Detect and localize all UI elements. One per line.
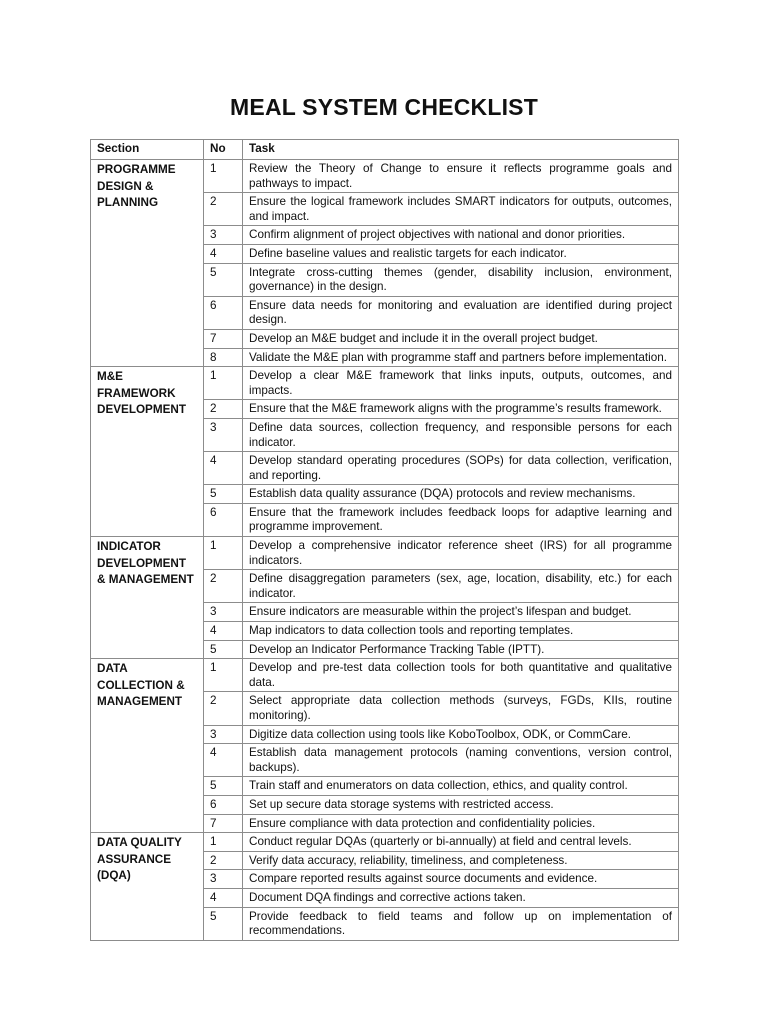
task-number: 1 — [204, 537, 243, 570]
table-row — [91, 833, 679, 852]
task-number: 2 — [204, 570, 243, 603]
task-text: Define data sources, collection frequency, and responsible persons for each indicator. — [243, 418, 679, 451]
task-text: Map indicators to data collection tools and reporting templates. — [243, 622, 679, 641]
task-number: 5 — [204, 485, 243, 504]
task-number: 6 — [204, 296, 243, 329]
task-text: Provide feedback to field teams and follow up on implementation of recommendations. — [243, 907, 679, 940]
task-number: 2 — [204, 193, 243, 226]
task-text: Ensure indicators are measurable within the project’s lifespan and budget. — [243, 603, 679, 622]
task-number: 3 — [204, 603, 243, 622]
task-number: 4 — [204, 244, 243, 263]
task-text: Conduct regular DQAs (quarterly or bi-annually) at field and central levels. — [243, 833, 679, 852]
table-row — [91, 160, 679, 193]
task-text: Establish data management protocols (naming conventions, version control, backups). — [243, 744, 679, 777]
task-number: 7 — [204, 814, 243, 833]
task-text: Ensure that the framework includes feedback loops for adaptive learning and programme improvement. — [243, 503, 679, 536]
section-name: DATA QUALITY ASSURANCE (DQA) — [91, 833, 204, 941]
task-number: 1 — [204, 367, 243, 400]
task-number: 6 — [204, 503, 243, 536]
task-text: Establish data quality assurance (DQA) protocols and review mechanisms. — [243, 485, 679, 504]
task-number: 1 — [204, 659, 243, 692]
task-text: Verify data accuracy, reliability, timeliness, and completeness. — [243, 851, 679, 870]
task-number: 3 — [204, 418, 243, 451]
section-name: INDICATOR DEVELOPMENT & MANAGEMENT — [91, 537, 204, 659]
task-text: Set up secure data storage systems with restricted access. — [243, 795, 679, 814]
task-number: 3 — [204, 226, 243, 245]
task-text: Document DQA findings and corrective actions taken. — [243, 888, 679, 907]
task-text: Ensure that the M&E framework aligns with the programme’s results framework. — [243, 400, 679, 419]
task-text: Develop standard operating procedures (SOPs) for data collection, verification, and reporting. — [243, 452, 679, 485]
task-number: 7 — [204, 329, 243, 348]
task-text: Compare reported results against source documents and evidence. — [243, 870, 679, 889]
task-text: Develop a clear M&E framework that links inputs, outputs, outcomes, and impacts. — [243, 367, 679, 400]
task-number: 6 — [204, 795, 243, 814]
section-name: PROGRAMME DESIGN & PLANNING — [91, 160, 204, 367]
task-text: Develop an M&E budget and include it in the overall project budget. — [243, 329, 679, 348]
page-title: MEAL SYSTEM CHECKLIST — [230, 94, 538, 120]
task-number: 4 — [204, 744, 243, 777]
section-name: M&E FRAMEWORK DEVELOPMENT — [91, 367, 204, 537]
task-text: Define disaggregation parameters (sex, age, location, disability, etc.) for each indicator. — [243, 570, 679, 603]
table-row — [91, 537, 679, 570]
task-number: 2 — [204, 692, 243, 725]
task-text: Ensure the logical framework includes SMART indicators for outputs, outcomes, and impact. — [243, 193, 679, 226]
task-text: Develop an Indicator Performance Tracking Table (IPTT). — [243, 640, 679, 659]
task-number: 5 — [204, 640, 243, 659]
table-row — [91, 367, 679, 400]
task-text: Select appropriate data collection methods (surveys, FGDs, KIIs, routine monitoring). — [243, 692, 679, 725]
section-name: DATA COLLECTION & MANAGEMENT — [91, 659, 204, 833]
task-text: Digitize data collection using tools like KoboToolbox, ODK, or CommCare. — [243, 725, 679, 744]
task-number: 5 — [204, 263, 243, 296]
task-number: 4 — [204, 452, 243, 485]
table-row — [91, 659, 679, 692]
task-text: Confirm alignment of project objectives with national and donor priorities. — [243, 226, 679, 245]
task-number: 3 — [204, 725, 243, 744]
task-text: Integrate cross-cutting themes (gender, disability inclusion, environment, governance) in the design. — [243, 263, 679, 296]
task-text: Ensure data needs for monitoring and evaluation are identified during project design. — [243, 296, 679, 329]
task-number: 5 — [204, 907, 243, 940]
task-text: Ensure compliance with data protection and confidentiality policies. — [243, 814, 679, 833]
task-text: Validate the M&E plan with programme staff and partners before implementation. — [243, 348, 679, 367]
header-task: Task — [243, 140, 679, 160]
task-number: 2 — [204, 851, 243, 870]
task-text: Train staff and enumerators on data collection, ethics, and quality control. — [243, 777, 679, 796]
header-no: No — [204, 140, 243, 160]
task-number: 3 — [204, 870, 243, 889]
task-text: Develop a comprehensive indicator reference sheet (IRS) for all programme indicators. — [243, 537, 679, 570]
task-text: Define baseline values and realistic targets for each indicator. — [243, 244, 679, 263]
task-number: 4 — [204, 888, 243, 907]
task-number: 2 — [204, 400, 243, 419]
task-number: 1 — [204, 160, 243, 193]
header-section: Section — [91, 140, 204, 160]
task-text: Review the Theory of Change to ensure it reflects programme goals and pathways to impact. — [243, 160, 679, 193]
task-number: 5 — [204, 777, 243, 796]
task-number: 1 — [204, 833, 243, 852]
task-text: Develop and pre-test data collection tools for both quantitative and qualitative data. — [243, 659, 679, 692]
task-number: 8 — [204, 348, 243, 367]
table-header-row — [91, 140, 679, 160]
checklist-table — [90, 139, 679, 941]
checklist-body — [91, 160, 679, 941]
task-number: 4 — [204, 622, 243, 641]
